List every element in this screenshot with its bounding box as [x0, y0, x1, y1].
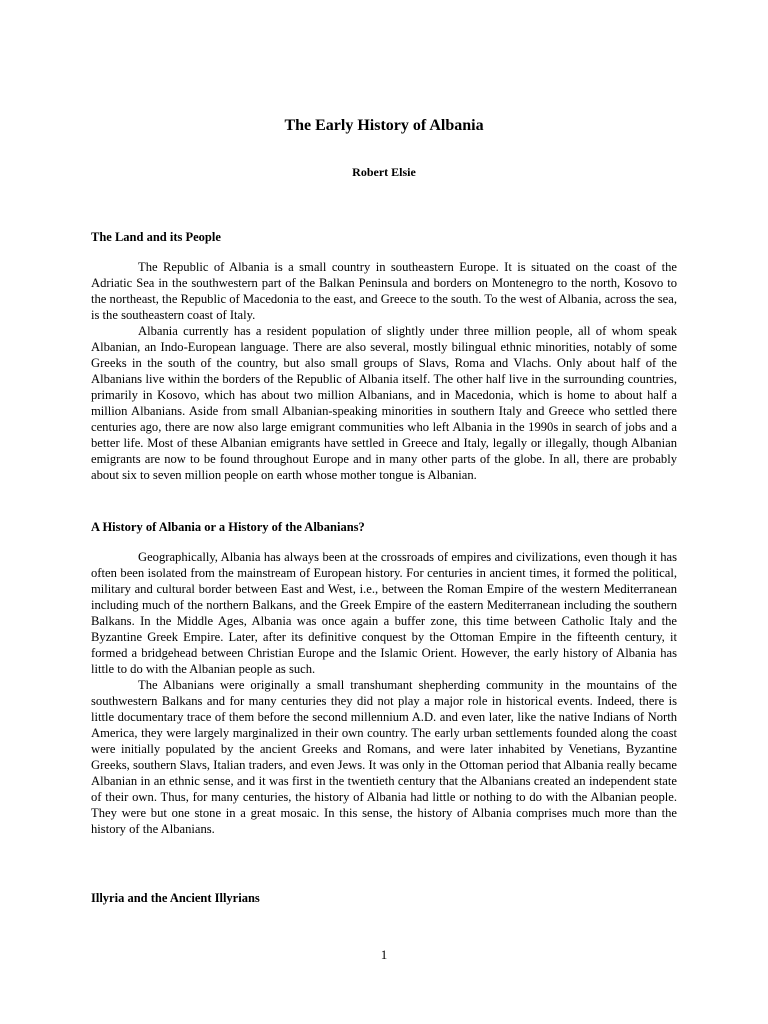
document-author: Robert Elsie [352, 165, 416, 179]
paragraph: Albania currently has a resident population of slightly under three million people, all of whom speak Albanian, an Indo-European language. There are also several, mostly bilingual ethnic minorities, notably of some Greeks in the south of the country, but also small groups of Slavs, Roma and Vlachs. Only about half of the Albanians live within the borders of the Republic of Albania itself. The other half live in the surrounding countries, primarily in Kosovo, which has about two million Albanians, and in Macedonia, which is home to about half a million Albanians. Aside from small Albanian-speaking minorities in southern Italy and Greece who settled there centuries ago, there are now also large emigrant communities who left Albania in the 1990s in search of jobs and a better life. Most of these Albanian emigrants have settled in Greece and Italy, legally or illegally, though Albanian emigrants are now to be found throughout Europe and in many other parts of the globe. In all, there are probably about six to seven million people on earth whose mother tongue is Albanian. [91, 324, 677, 482]
section-heading-land-and-people: The Land and its People [91, 230, 221, 244]
paragraph: Geographically, Albania has always been at the crossroads of empires and civilizations, even though it has often been isolated from the mainstream of European history. For centuries in ancient times, it formed the political, military and cultural border between East and West, i.e., between the Roman Empire of the western Mediterranean including much of the northern Balkans, and the Greek Empire of the eastern Mediterranean including the southern Balkans. In the Middle Ages, Albania was once again a buffer zone, this time between Catholic Italy and the Byzantine Greek Empire. Later, after its definitive conquest by the Ottoman Empire in the fifteenth century, it formed a bridgehead between Christian Europe and the Islamic Orient. However, the early history of Albania has little to do with the Albanian people as such. [91, 550, 677, 676]
paragraph: The Republic of Albania is a small country in southeastern Europe. It is situated on the coast of the Adriatic Sea in the southwestern part of the Balkan Peninsula and borders on Montenegro to the north, Kosovo to the northeast, the Republic of Macedonia to the east, and Greece to the south. To the west of Albania, across the sea, is the southeastern coast of Italy. [91, 260, 677, 322]
section-body-land-and-people [91, 259, 677, 483]
document-page [91, 0, 677, 1024]
paragraph: The Albanians were originally a small transhumant shepherding community in the mountains of the southwestern Balkans and for many centuries they did not play a major role in historical events. Indeed, there is little documentary trace of them before the second millennium A.D. and even later, like the native Indians of North America, they were largely marginalized in their own country. The early urban settlements founded along the coast were initially populated by the ancient Greeks and Romans, and were later inhabited by Venetians, Byzantine Greeks, southern Slavs, Italian traders, and even Jews. It was only in the Ottoman period that Albania really became Albanian in an ethnic sense, and it was first in the twentieth century that the Albanians created an independent state of their own. Thus, for many centuries, the history of Albania had little or nothing to do with the Albanian people. They were but one stone in a great mosaic. In this sense, the history of Albania comprises much more than the history of the Albanians. [91, 678, 677, 836]
section-heading-illyria: Illyria and the Ancient Illyrians [91, 891, 260, 905]
page-number: 1 [380, 947, 388, 962]
section-body-history-question [91, 549, 677, 837]
section-heading-history-question: A History of Albania or a History of the Albanians? [91, 520, 365, 534]
document-title: The Early History of Albania [284, 117, 484, 134]
